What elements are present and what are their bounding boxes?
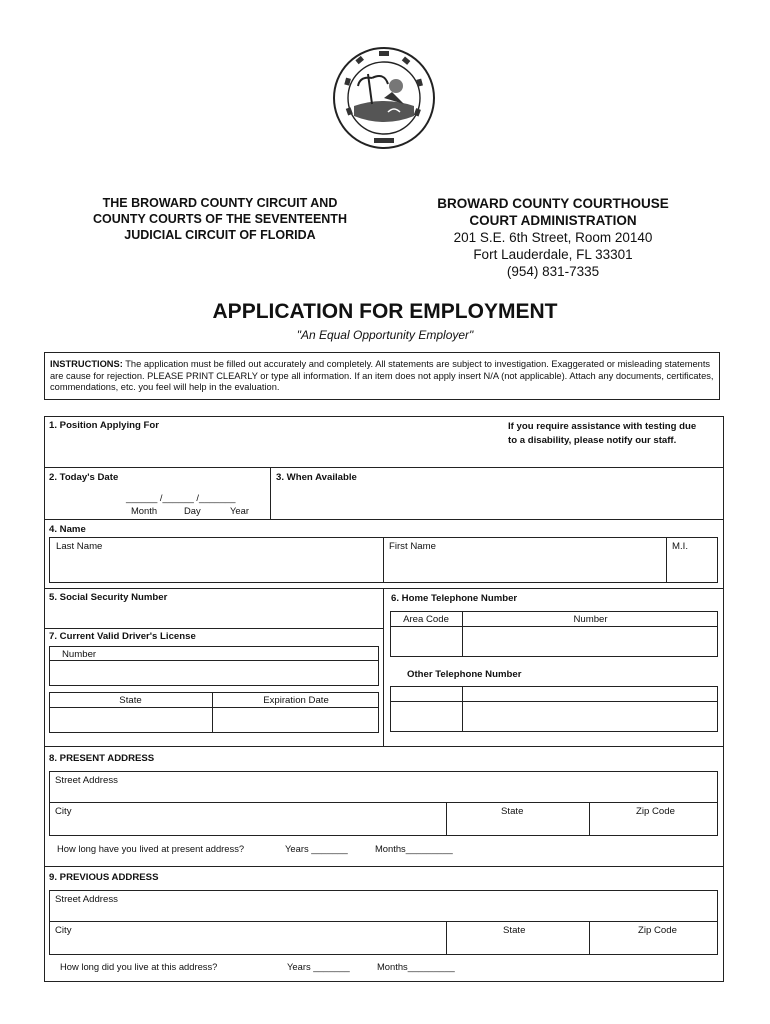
court-name: THE BROWARD COUNTY CIRCUIT AND COUNTY COURTS OF THE SEVENTEENTH JUDICIAL CIRCUIT OF FLORIDA bbox=[93, 196, 347, 242]
divider bbox=[44, 519, 724, 520]
previous-years-field[interactable]: Years _______ bbox=[287, 961, 350, 972]
divider bbox=[44, 746, 724, 747]
year-caption: Year bbox=[230, 505, 249, 516]
name-label: 4. Name bbox=[49, 524, 86, 535]
instructions-box bbox=[44, 352, 720, 400]
street-caption: Street Address bbox=[55, 894, 118, 905]
instructions-text: The application must be filled out accurately and completely. All statements are subject to investigation. Exaggerated or misleading statements are cause for rejection. PLEASE PRINT CLEARLY or type all information. If an item does not apply insert N/A (not applicable). Attach any documents, certificates, commendations, etc. you feel will help in the evaluation. bbox=[50, 359, 714, 393]
present-city-field[interactable] bbox=[50, 818, 445, 835]
ssn-label: 5. Social Security Number bbox=[49, 592, 168, 603]
expiration-caption: Expiration Date bbox=[263, 695, 329, 706]
first-name-caption: First Name bbox=[389, 541, 436, 552]
date-field[interactable]: ______ /______ /_______ bbox=[126, 492, 236, 503]
divider bbox=[44, 588, 724, 589]
present-street-field[interactable] bbox=[50, 786, 717, 801]
last-name-field[interactable] bbox=[50, 553, 382, 582]
home-area-code-field[interactable] bbox=[391, 627, 461, 656]
present-zip-field[interactable] bbox=[590, 818, 717, 835]
other-area-code-field[interactable] bbox=[391, 702, 461, 731]
courthouse-address: BROWARD COUNTY COURTHOUSE COURT ADMINISTRATION 201 S.E. 6th Street, Room 20140 Fort Lauderdale, FL 33301 (954) 831-7335 bbox=[437, 196, 669, 279]
zip-caption: Zip Code bbox=[638, 925, 677, 936]
state-caption: State bbox=[501, 806, 524, 817]
divider bbox=[44, 866, 724, 867]
number-caption: Number bbox=[573, 614, 608, 625]
previous-zip-field[interactable] bbox=[590, 937, 717, 954]
divider bbox=[49, 921, 718, 922]
city-caption: City bbox=[55, 925, 72, 936]
other-number-field[interactable] bbox=[463, 702, 717, 731]
city-caption: City bbox=[55, 806, 72, 817]
home-number-field[interactable] bbox=[463, 627, 717, 656]
divider bbox=[383, 588, 384, 746]
zip-caption: Zip Code bbox=[636, 806, 675, 817]
license-label: 7. Current Valid Driver's License bbox=[49, 631, 196, 642]
street-caption: Street Address bbox=[55, 775, 118, 786]
month-caption: Month bbox=[131, 505, 158, 516]
mi-caption: M.I. bbox=[672, 541, 688, 552]
subtitle: "An Equal Opportunity Employer" bbox=[296, 328, 474, 342]
instructions-label: INSTRUCTIONS: bbox=[50, 359, 123, 369]
divider bbox=[44, 628, 383, 629]
state-caption: State bbox=[503, 925, 526, 936]
present-months-field[interactable]: Months_________ bbox=[375, 843, 453, 854]
other-phone-label: Other Telephone Number bbox=[407, 669, 522, 680]
assistance-note: If you require assistance with testing due to a disability, please notify our staff. bbox=[508, 421, 697, 446]
previous-address-label: 9. PREVIOUS ADDRESS bbox=[49, 872, 159, 883]
previous-how-long-label: How long did you live at this address? bbox=[60, 961, 218, 972]
when-available-label: 3. When Available bbox=[276, 472, 357, 483]
present-address-label: 8. PRESENT ADDRESS bbox=[49, 753, 155, 764]
license-number-caption: Number bbox=[62, 649, 97, 660]
previous-street-field[interactable] bbox=[50, 905, 717, 920]
day-caption: Day bbox=[184, 505, 201, 516]
license-state-field[interactable] bbox=[50, 708, 211, 732]
present-how-long-label: How long have you lived at present address? bbox=[57, 843, 245, 854]
present-years-field[interactable]: Years _______ bbox=[285, 843, 348, 854]
present-state-field[interactable] bbox=[447, 818, 588, 835]
divider bbox=[49, 802, 718, 803]
previous-city-field[interactable] bbox=[50, 937, 445, 954]
position-label: 1. Position Applying For bbox=[49, 420, 159, 431]
mi-field[interactable] bbox=[667, 553, 717, 582]
license-expiration-field[interactable] bbox=[213, 708, 378, 732]
divider bbox=[44, 467, 724, 468]
home-phone-label: 6. Home Telephone Number bbox=[391, 593, 518, 604]
license-number-field[interactable] bbox=[50, 661, 378, 685]
first-name-field[interactable] bbox=[384, 553, 665, 582]
last-name-caption: Last Name bbox=[56, 541, 103, 552]
previous-state-field[interactable] bbox=[447, 937, 588, 954]
page-title: APPLICATION FOR EMPLOYMENT bbox=[212, 300, 558, 323]
ssn-field[interactable] bbox=[45, 604, 382, 628]
florida-state-seal bbox=[332, 46, 436, 150]
when-available-field[interactable] bbox=[271, 486, 723, 518]
area-code-caption: Area Code bbox=[403, 614, 449, 625]
previous-months-field[interactable]: Months_________ bbox=[377, 961, 455, 972]
todays-date-label: 2. Today's Date bbox=[49, 472, 119, 483]
state-caption: State bbox=[119, 695, 142, 706]
